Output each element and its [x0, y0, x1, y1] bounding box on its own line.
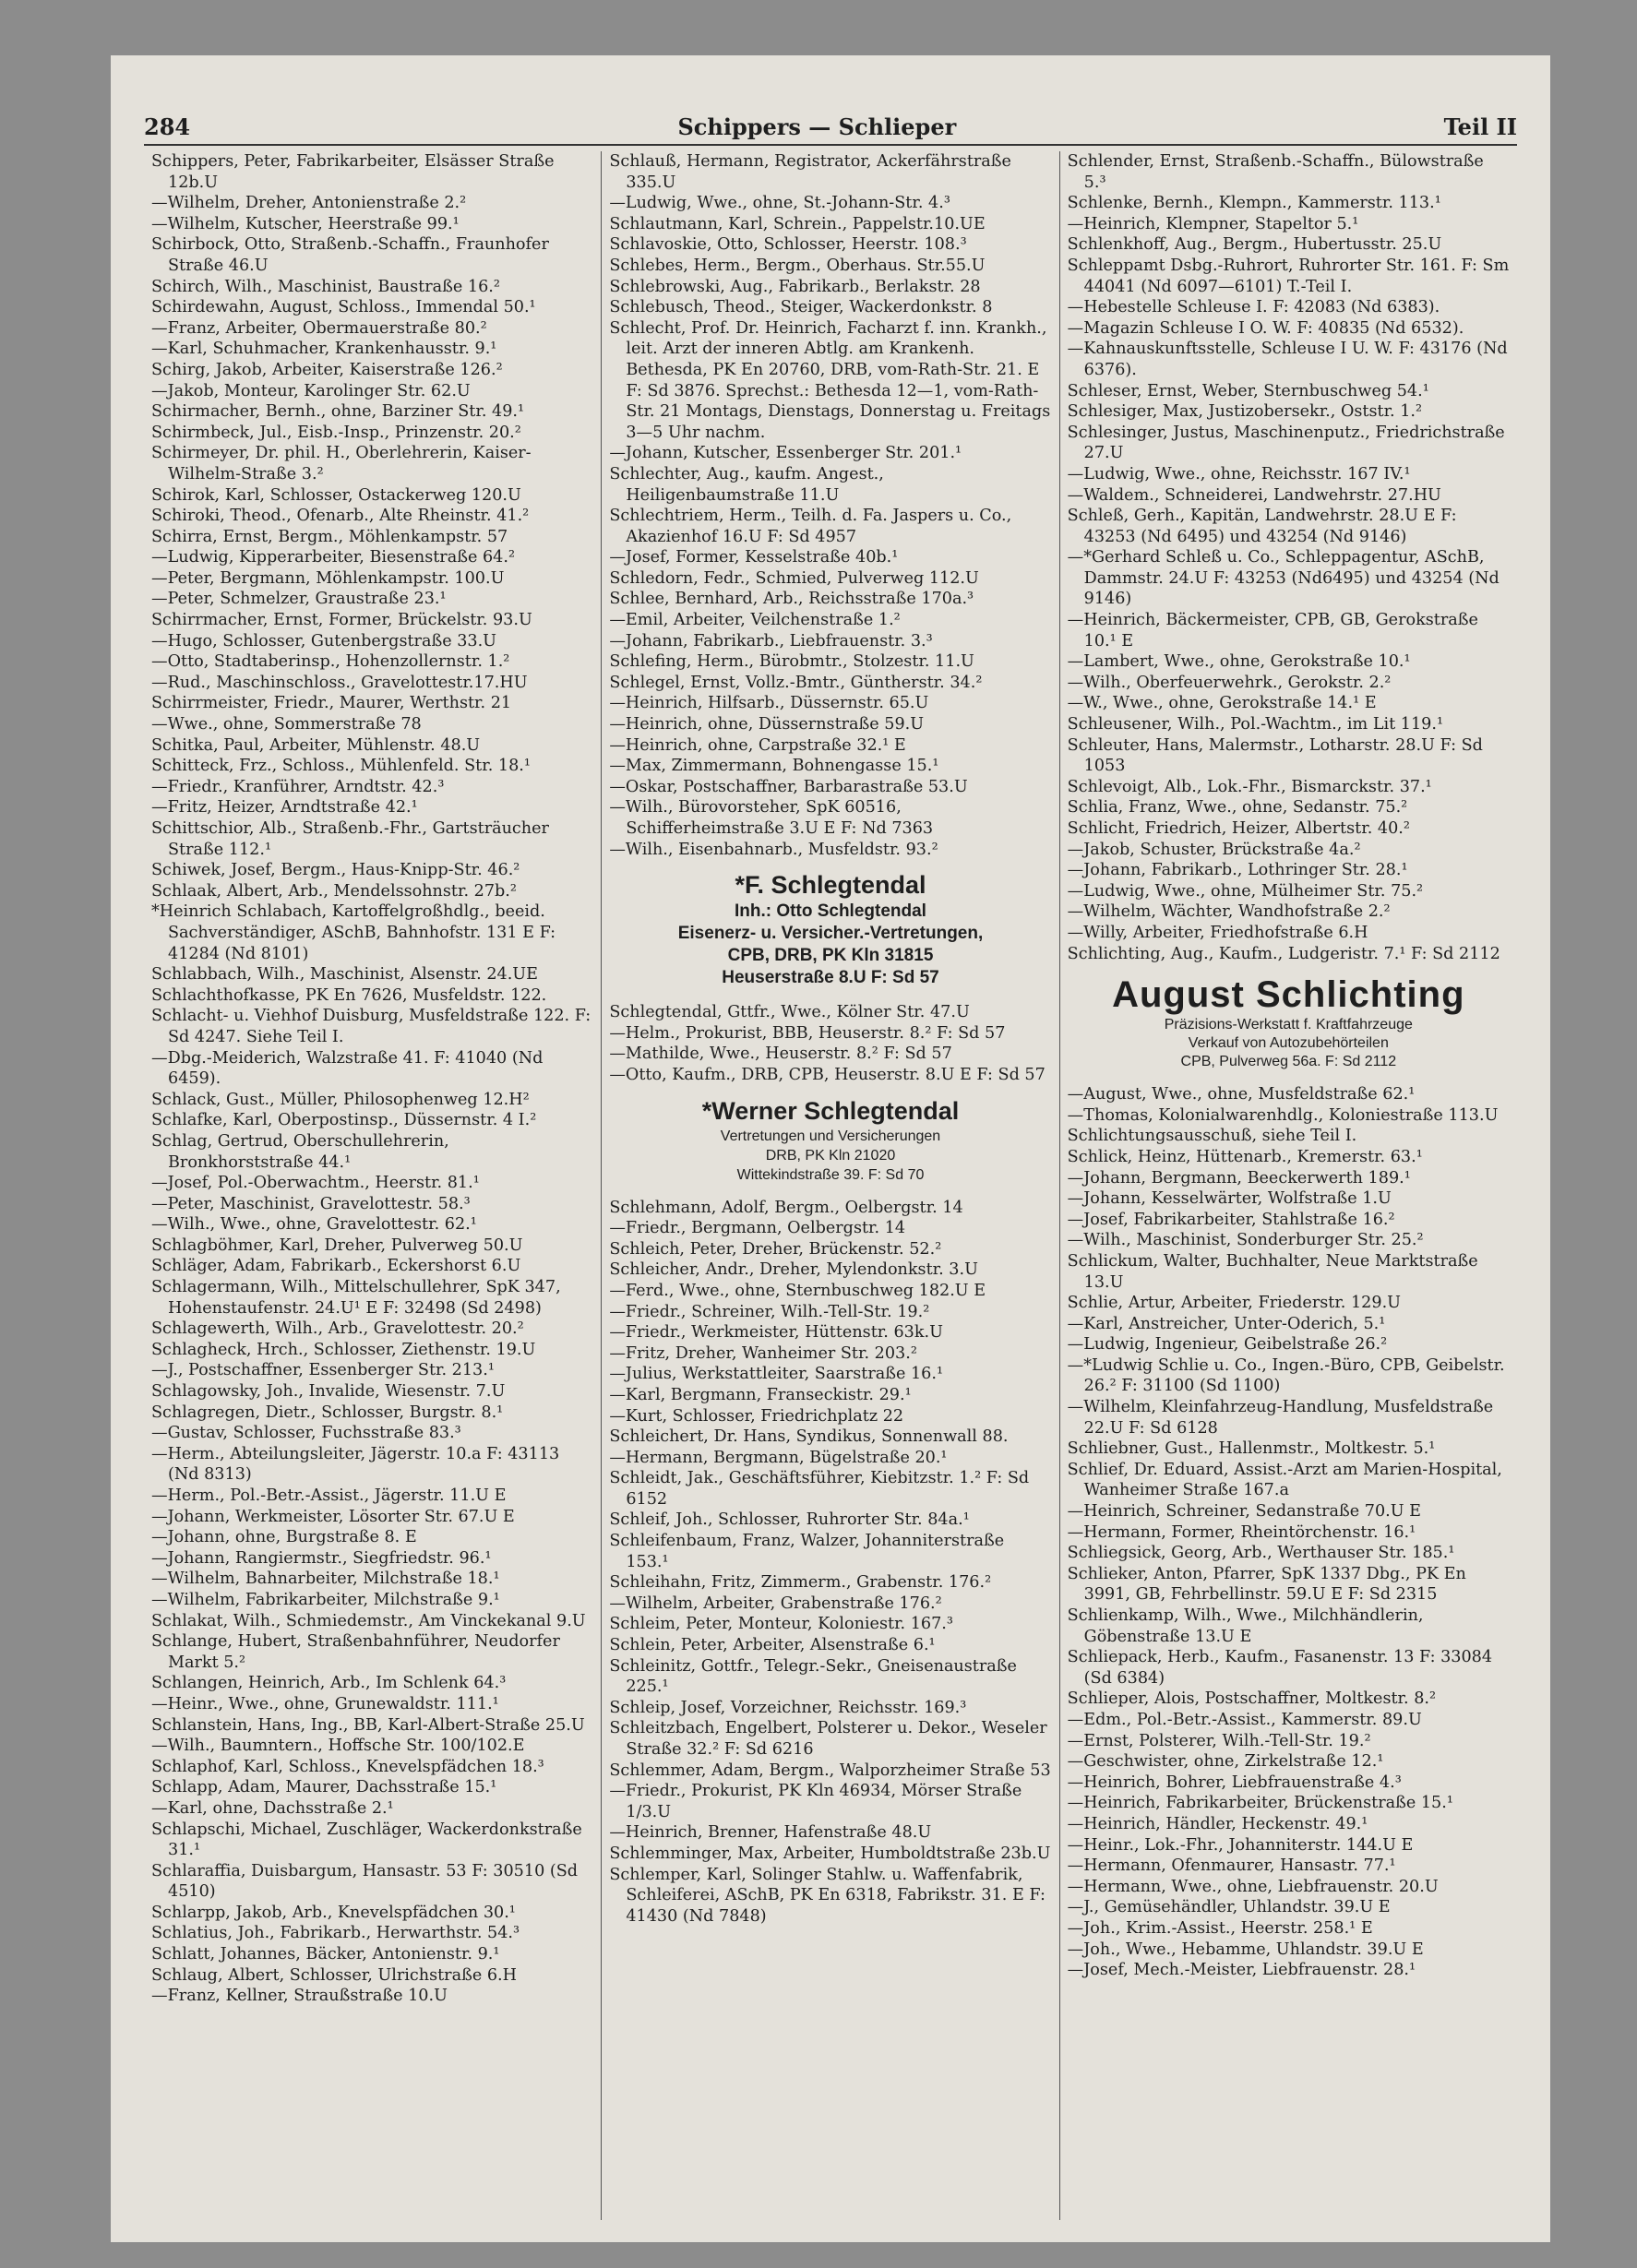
entry-list [609, 151, 1051, 860]
list-item: —Johann, Bergmann, Beeckerwerth 189.¹ [1067, 1168, 1411, 1188]
list-item: —Johann, Kutscher, Essenberger Str. 201.¹ [609, 444, 962, 463]
list-item: —J., Gemüsehändler, Uhlandstr. 39.U E [1067, 1898, 1391, 1917]
list-item: —Edm., Pol.-Betr.-Assist., Kammerstr. 89.U [1067, 1710, 1422, 1729]
list-item: Schlebusch, Theod., Steiger, Wackerdonkstr. 8 [609, 298, 993, 317]
list-item: —Karl, Bergmann, Franseckistr. 29.¹ [609, 1385, 912, 1404]
list-item: —Willy, Arbeiter, Friedhofstraße 6.H [1067, 923, 1368, 942]
list-item: —Josef, Fabrikarbeiter, Stahlstraße 16.² [1067, 1210, 1395, 1229]
list-item: —Hermann, Bergmann, Bügelstraße 20.¹ [609, 1448, 948, 1467]
list-item: —Hermann, Wwe., ohne, Liebfrauenstr. 20.U [1067, 1877, 1439, 1896]
list-item: Schirrmeister, Friedr., Maurer, Werthstr. 21 [151, 694, 512, 713]
column-3 [1060, 151, 1517, 2220]
list-item: Schleuter, Hans, Malermstr., Lotharstr. 28.U F: Sd 1053 [1067, 735, 1483, 776]
page-title: Schippers — Schlieper [677, 113, 957, 140]
list-item: Schlief, Dr. Eduard, Assist.-Arzt am Marien-Hospital, Wanheimer Straße 167.a [1067, 1460, 1502, 1500]
list-item: —Wilhelm, Kleinfahrzeug-Handlung, Musfeldstraße 22.U F: Sd 6128 [1067, 1398, 1494, 1438]
list-item: —Karl, Anstreicher, Unter-Oderich, 5.¹ [1067, 1314, 1386, 1333]
list-item: —Heinrich, Händler, Heckenstr. 49.¹ [1067, 1814, 1368, 1833]
list-item: —August, Wwe., ohne, Musfeldstraße 62.¹ [1067, 1085, 1416, 1104]
list-item: Schlack, Gust., Müller, Philosophenweg 12.H² [151, 1090, 530, 1109]
list-item: —Ludwig, Ingenieur, Geibelstraße 26.² [1067, 1335, 1388, 1355]
list-item: Schlagheck, Hrch., Schlosser, Ziethenstr. 19.U [151, 1340, 536, 1359]
list-item: Schläger, Adam, Fabrikarb., Eckershorst 6.U [151, 1257, 521, 1276]
list-item: —Ferd., Wwe., ohne, Sternbuschweg 182.U E [609, 1281, 986, 1300]
list-item: Schirra, Ernst, Bergm., Möhlenkampstr. 57 [151, 527, 508, 546]
ad-name: *Werner Schlegtendal [701, 1096, 960, 1125]
list-item: Schlie, Artur, Arbeiter, Friederstr. 129.U [1067, 1294, 1401, 1313]
list-item: —Herm., Pol.-Betr.-Assist., Jägerstr. 11.U E [151, 1486, 507, 1505]
list-item: —Heinrich, Bohrer, Liebfrauenstraße 4.³ [1067, 1773, 1402, 1792]
list-item: Schleicher, Andr., Dreher, Mylendonkstr. 3.U [609, 1260, 978, 1280]
list-item: —Johann, Fabrikarb., Lothringer Str. 28.¹ [1067, 861, 1408, 880]
entry-list [609, 1002, 1051, 1085]
list-item: Schlagewerth, Wilh., Arb., Gravelottestr. 20.² [151, 1319, 524, 1339]
list-item: Schlapschi, Michael, Zuschläger, Wackerdonkstraße 31.¹ [151, 1820, 582, 1860]
list-item: —W., Wwe., ohne, Gerokstraße 14.¹ E [1067, 694, 1377, 713]
list-item: —Ludwig, Wwe., ohne, St.-Johann-Str. 4.³ [609, 194, 950, 213]
list-item: Schittschior, Alb., Straßenb.-Fhr., Gartsträucher Straße 112.¹ [151, 819, 549, 859]
list-item: —Hugo, Schlosser, Gutenbergstraße 33.U [151, 631, 497, 651]
list-item: Schlia, Franz, Wwe., ohne, Sedanstr. 75.² [1067, 798, 1408, 818]
list-item: Schlegtendal, Gttfr., Wwe., Kölner Str. 47.U [609, 1003, 970, 1022]
list-item: —Johann, ohne, Burgstraße 8. E [151, 1528, 417, 1547]
list-item: —Otto, Stadtaberinsp., Hohenzollernstr. 1.² [151, 652, 510, 672]
list-item: Schlieker, Anton, Pfarrer, SpK 1337 Dbg., PK En 3991, GB, Fehrbellinstr. 59.U E F: Sd 2315 [1067, 1564, 1466, 1605]
header-rule [144, 144, 1517, 146]
list-item: Schlick, Heinz, Hüttenarb., Kremerstr. 63.¹ [1067, 1147, 1423, 1166]
list-item: Schlenkhoff, Aug., Bergm., Hubertusstr. 25.U [1067, 235, 1442, 255]
list-item: —Helm., Prokurist, BBB, Heuserstr. 8.² F: Sd 57 [609, 1023, 1006, 1043]
list-item: —Heinrich, ohne, Carpstraße 32.¹ E [609, 735, 906, 755]
list-item: —Johann, Fabrikarb., Liebfrauenstr. 3.³ [609, 631, 933, 651]
list-item: Schlechter, Aug., kaufm. Angest., Heiligenbaumstraße 11.U [609, 464, 884, 505]
list-item: —Jakob, Monteur, Karolinger Str. 62.U [151, 381, 471, 400]
ad-name: *F. Schlegtendal [735, 871, 926, 900]
list-item: Schleinitz, Gottfr., Telegr.-Sekr., Gneisenaustraße 225.¹ [609, 1656, 1017, 1697]
list-item: —Hebestelle Schleuse I. F: 42083 (Nd 6383). [1067, 298, 1440, 317]
list-item: —Wilhelm, Wächter, Wandhofstraße 2.² [1067, 902, 1391, 922]
list-item: —Heinr., Lok.-Fhr., Johanniterstr. 144.U E [1067, 1835, 1414, 1855]
column-1 [144, 151, 602, 2220]
page-header [144, 103, 1517, 140]
list-item: Schlevoigt, Alb., Lok.-Fhr., Bismarckstr. 37.¹ [1067, 777, 1432, 796]
ad-line: Vertretungen und Versicherungen [720, 1128, 941, 1144]
list-item: —Friedr., Schreiner, Wilh.-Tell-Str. 19.² [609, 1302, 930, 1321]
list-item: Schirdewahn, August, Schloss., Immendal 50.¹ [151, 298, 536, 317]
list-item: Schlegel, Ernst, Vollz.-Bmtr., Güntherstr. 34.² [609, 673, 983, 692]
ad-name: August Schlichting [1112, 974, 1465, 1016]
list-item: Schlein, Peter, Arbeiter, Alsenstraße 6.¹ [609, 1636, 936, 1655]
list-item: Schlavoskie, Otto, Schlosser, Heerstr. 108.³ [609, 235, 967, 255]
list-item: Schlangen, Heinrich, Arb., Im Schlenk 64.³ [151, 1674, 507, 1693]
list-item: —Gustav, Schlosser, Fuchsstraße 83.³ [151, 1424, 461, 1443]
list-item: —Ludwig, Wwe., ohne, Reichsstr. 167 IV.¹ [1067, 464, 1411, 483]
ad-line: Eisenerz- u. Versicher.-Vertretungen, [677, 924, 984, 944]
list-item: —Karl, ohne, Dachsstraße 2.¹ [151, 1798, 394, 1818]
advertisement-f-schlegtendal [609, 869, 1051, 989]
list-item: Schirch, Wilh., Maschinist, Baustraße 16.² [151, 277, 500, 296]
entry-list [609, 1198, 1051, 1928]
list-item: —Friedr., Prokurist, PK Kln 46934, Mörser Straße 1/3.U [609, 1782, 1022, 1821]
list-item: Schleifenbaum, Franz, Walzer, Johanniterstraße 153.¹ [609, 1532, 1005, 1571]
list-item: Schleusener, Wilh., Pol.-Wachtm., im Lit 119.¹ [1067, 715, 1444, 734]
column-2 [602, 151, 1059, 2220]
list-item: Schirg, Jakob, Arbeiter, Kaiserstraße 126.² [151, 360, 503, 379]
list-item: —Peter, Schmelzer, Graustraße 23.¹ [151, 590, 447, 609]
list-item: Schlienkamp, Wilh., Wwe., Milchhändlerin, Göbenstraße 13.U E [1067, 1606, 1424, 1646]
list-item: —Joh., Krim.-Assist., Heerstr. 258.¹ E [1067, 1918, 1373, 1938]
list-item: Schirrmacher, Ernst, Former, Brückelstr. 93.U [151, 611, 532, 630]
list-item: Schleich, Peter, Dreher, Brückenstr. 52.² [609, 1239, 942, 1259]
list-item: Schlefing, Herm., Bürobmtr., Stolzestr. 11.U [609, 652, 974, 672]
list-item: —Kurt, Schlosser, Friedrichplatz 22 [609, 1406, 904, 1426]
list-item: Schlaraffia, Duisbargum, Hansastr. 53 F: 30510 (Sd 4510) [151, 1861, 579, 1902]
list-item: Schliepack, Herb., Kaufm., Fasanenstr. 13 F: 33084 (Sd 6384) [1067, 1648, 1493, 1688]
list-item: Schlarpp, Jakob, Arb., Knevelspfädchen 30.¹ [151, 1903, 516, 1922]
list-item: Schliegsick, Georg, Arb., Werthauser Str. 185.¹ [1067, 1544, 1455, 1563]
list-item: Schiwek, Josef, Bergm., Haus-Knipp-Str. 46.² [151, 861, 520, 880]
list-item: —Wwe., ohne, Sommerstraße 78 [151, 715, 422, 734]
ad-line: Heuserstraße 8.U F: Sd 57 [722, 968, 939, 988]
list-item: Schirmeyer, Dr. phil. H., Oberlehrerin, Kaiser-Wilhelm-Straße 3.² [151, 444, 532, 483]
entry-list [151, 151, 593, 2007]
list-item: —Josef, Mech.-Meister, Liebfrauenstr. 28.¹ [1067, 1961, 1416, 1980]
ad-line: CPB, Pulverweg 56a. F: Sd 2112 [1180, 1054, 1397, 1070]
list-item: —Wilh., Oberfeuerwehrk., Gerokstr. 2.² [1067, 673, 1392, 692]
list-item: —Joh., Wwe., Hebamme, Uhlandstr. 39.U E [1067, 1940, 1424, 1959]
list-item: —Franz, Kellner, Straußstraße 10.U [151, 1987, 448, 2006]
list-item: —Oskar, Postschaffner, Barbarastraße 53.U [609, 777, 968, 796]
list-item: —Herm., Abteilungsleiter, Jägerstr. 10.a F: 43113 (Nd 8313) [151, 1444, 560, 1485]
list-item: —Friedr., Kranführer, Arndtstr. 42.³ [151, 777, 445, 796]
list-item: —Johann, Rangiermstr., Siegfriedstr. 96.¹ [151, 1548, 492, 1568]
list-item: —Ludwig, Kipperarbeiter, Biesenstraße 64.² [151, 548, 515, 567]
list-item: —Josef, Former, Kesselstraße 40b.¹ [609, 548, 899, 567]
list-item: —Kahnauskunftsstelle, Schleuse I U. W. F: 43176 (Nd 6376). [1067, 340, 1508, 379]
list-item: —Friedr., Bergmann, Oelbergstr. 14 [609, 1219, 906, 1238]
list-item: Schlickum, Walter, Buchhalter, Neue Marktstraße 13.U [1067, 1251, 1478, 1292]
list-item: —*Ludwig Schlie u. Co., Ingen.-Büro, CPB, Geibelstr. 26.² F: 31100 (Sd 1100) [1067, 1355, 1505, 1396]
list-item: —Johann, Kesselwärter, Wolfstraße 1.U [1067, 1189, 1392, 1209]
list-item: Schlauß, Hermann, Registrator, Ackerfährstraße 335.U [609, 152, 1011, 192]
list-item: Schlanstein, Hans, Ing., BB, Karl-Albert-Straße 25.U [151, 1715, 585, 1735]
list-item: Schleif, Joh., Schlosser, Ruhrorter Str. 84a.¹ [609, 1510, 970, 1530]
advertisement-august-schlichting [1068, 973, 1510, 1071]
list-item: —Heinrich, Bäckermeister, CPB, GB, Gerokstraße 10.¹ E [1067, 611, 1478, 651]
list-item: Schlemmer, Adam, Bergm., Walporzheimer Straße 53 [609, 1761, 1051, 1780]
list-item: —Wilh., Bürovorsteher, SpK 60516, Schifferheimstraße 3.U E F: Nd 7363 [609, 798, 934, 838]
list-item: Schlebrowski, Aug., Fabrikarb., Berlakstr. 28 [609, 277, 981, 296]
list-item: Schleim, Peter, Monteur, Koloniestr. 167.³ [609, 1615, 953, 1634]
list-item: Schlacht- u. Viehhof Duisburg, Musfeldstraße 122. F: Sd 4247. Siehe Teil I. [151, 1007, 591, 1046]
list-item: —Karl, Schuhmacher, Krankenhausstr. 9.¹ [151, 340, 497, 359]
list-item: —Emil, Arbeiter, Veilchenstraße 1.² [609, 611, 901, 630]
list-item: —Wilhelm, Dreher, Antonienstraße 2.² [151, 194, 467, 213]
list-item: Schlagregen, Dietr., Schlosser, Burgstr. 8.¹ [151, 1403, 504, 1422]
ad-line: CPB, DRB, PK Kln 31815 [727, 946, 934, 966]
list-item: —Max, Zimmermann, Bohnengasse 15.¹ [609, 757, 939, 776]
list-item: —Wilhelm, Fabrikarbeiter, Milchstraße 9.¹ [151, 1590, 500, 1609]
list-item: Schlagböhmer, Karl, Dreher, Pulverweg 50.U [151, 1235, 523, 1255]
list-item: Schleip, Josef, Vorzeichner, Reichsstr. 169.³ [609, 1698, 967, 1717]
list-item: —Heinr., Wwe., ohne, Grunewaldstr. 111.¹ [151, 1694, 499, 1713]
page-number: 284 [144, 113, 191, 140]
list-item: —Heinrich, Hilfsarb., Düssernstr. 65.U [609, 694, 929, 713]
list-item: —Fritz, Dreher, Wanheimer Str. 203.² [609, 1343, 917, 1363]
list-item: Schippers, Peter, Fabrikarbeiter, Elsässer Straße 12b.U [151, 152, 555, 192]
list-item: Schleser, Ernst, Weber, Sternbuschweg 54.¹ [1067, 381, 1429, 400]
list-item: Schlesinger, Justus, Maschinenputz., Friedrichstraße 27.U [1067, 423, 1505, 463]
entry-list [1068, 1084, 1510, 1981]
list-item: Schlesiger, Max, Justizobersekr., Oststr. 1.² [1067, 402, 1423, 422]
list-item: Schlebes, Herm., Bergm., Oberhaus. Str.55.U [609, 256, 986, 275]
list-item: —Dbg.-Meiderich, Walzstraße 41. F: 41040 (Nd 6459). [151, 1048, 544, 1089]
list-item: —Hermann, Ofenmaurer, Hansastr. 77.¹ [1067, 1856, 1396, 1876]
list-item: —Thomas, Kolonialwarenhdlg., Koloniestraße 113.U [1067, 1105, 1499, 1125]
list-item: Schleichert, Dr. Hans, Syndikus, Sonnenwall 88. [609, 1427, 1009, 1447]
list-item: Schlagowsky, Joh., Invalide, Wiesenstr. 7.U [151, 1382, 506, 1402]
list-item: —Heinrich, Fabrikarbeiter, Brückenstraße 15.¹ [1067, 1794, 1453, 1813]
list-item: Schirmbeck, Jul., Eisb.-Insp., Prinzenstr. 20.² [151, 423, 521, 442]
list-item: —Wilh., Eisenbahnarb., Musfeldstr. 93.² [609, 840, 938, 859]
list-item: Schlachthofkasse, PK En 7626, Musfeldstr. 122. [151, 985, 547, 1005]
list-item: Schlehmann, Adolf, Bergm., Oelbergstr. 14 [609, 1198, 963, 1217]
list-item: —Heinrich, Brenner, Hafenstraße 48.U [609, 1823, 932, 1843]
list-item: —J., Postschaffner, Essenberger Str. 213.¹ [151, 1361, 495, 1380]
list-item: Schlabbach, Wilh., Maschinist, Alsenstr. 24.UE [151, 965, 538, 985]
ad-line: Präzisions-Werkstatt f. Kraftfahrzeuge [1164, 1017, 1413, 1033]
list-item: —Otto, Kaufm., DRB, CPB, Heuserstr. 8.U E F: Sd 57 [609, 1065, 1046, 1084]
list-item: —Ernst, Polsterer, Wilh.-Tell-Str. 19.² [1067, 1731, 1371, 1750]
list-item: —Wilh., Wwe., ohne, Gravelottestr. 62.¹ [151, 1215, 477, 1235]
list-item: Schlender, Ernst, Straßenb.-Schaffn., Bülowstraße 5.³ [1067, 152, 1484, 192]
list-item: Schleß, Gerh., Kapitän, Landwehrstr. 28.U E F: 43253 (Nd 6495) und 43254 (Nd 9146) [1067, 507, 1457, 546]
list-item: *Heinrich Schlabach, Kartoffelgroßhdlg., beeid. Sachverständiger, ASchB, Bahnhofstr. 131 E F: 41284 (Nd 8101) [151, 902, 556, 963]
list-item: —Julius, Werkstattleiter, Saarstraße 16.¹ [609, 1365, 944, 1384]
list-item: Schlechtriem, Herm., Teilh. d. Fa. Jaspers u. Co., Akazienhof 16.U F: Sd 4957 [609, 507, 1012, 546]
list-item: Schlautmann, Karl, Schrein., Pappelstr.10.UE [609, 214, 986, 233]
list-item: Schlichtungsausschuß, siehe Teil I. [1067, 1127, 1357, 1146]
list-item: —Heinrich, ohne, Düssernstraße 59.U [609, 715, 925, 734]
list-item: —Lambert, Wwe., ohne, Gerokstraße 10.¹ [1067, 652, 1411, 672]
list-item: Schlieper, Alois, Postschaffner, Moltkestr. 8.² [1067, 1689, 1437, 1709]
list-item: Schlakat, Wilh., Schmiedemstr., Am Vinckekanal 9.U [151, 1611, 586, 1630]
list-item: Schlichting, Aug., Kaufm., Ludgeristr. 7.¹ F: Sd 2112 [1067, 944, 1500, 963]
columns [144, 151, 1517, 2220]
list-item: Schlaug, Albert, Schlosser, Ulrichstraße 6.H [151, 1965, 517, 1985]
list-item: —Heinrich, Schreiner, Sedanstraße 70.U E [1067, 1502, 1422, 1522]
list-item: Schlaak, Albert, Arb., Mendelssohnstr. 27b.² [151, 881, 517, 901]
list-item: —Hermann, Former, Rheintörchenstr. 16.¹ [1067, 1522, 1416, 1542]
list-item: Schliebner, Gust., Hallenmstr., Moltkestr. 5.¹ [1067, 1439, 1436, 1459]
list-item: Schlapp, Adam, Maurer, Dachsstraße 15.¹ [151, 1778, 497, 1797]
advertisement-werner-schlegtendal [609, 1095, 1051, 1185]
list-item: Schlee, Bernhard, Arb., Reichsstraße 170a.³ [609, 590, 974, 609]
list-item: —Franz, Arbeiter, Obermauerstraße 80.² [151, 318, 487, 338]
list-item: —Wilh., Baumntern., Hoffsche Str. 100/102.E [151, 1737, 525, 1756]
list-item: —Peter, Maschinist, Gravelottestr. 58.³ [151, 1194, 471, 1213]
list-item: —Wilhelm, Bahnarbeiter, Milchstraße 18.¹ [151, 1570, 500, 1589]
list-item: Schitteck, Frz., Schloss., Mühlenfeld. Str. 18.¹ [151, 757, 531, 776]
list-item: —Heinrich, Klempner, Stapeltor 5.¹ [1067, 214, 1359, 233]
list-item: Schlafke, Karl, Oberpostinsp., Düssernstr. 4 I.² [151, 1111, 537, 1130]
list-item: —Waldem., Schneiderei, Landwehrstr. 27.HU [1067, 485, 1441, 505]
list-item: —Wilh., Maschinist, Sonderburger Str. 25.² [1067, 1231, 1424, 1250]
list-item: Schlaphof, Karl, Schloss., Knevelspfädchen 18.³ [151, 1757, 544, 1776]
list-item: —Johann, Werkmeister, Lösorter Str. 67.U E [151, 1507, 515, 1526]
list-item: —Mathilde, Wwe., Heuserstr. 8.² F: Sd 57 [609, 1044, 952, 1064]
list-item: Schledorn, Fedr., Schmied, Pulverweg 112.U [609, 568, 979, 588]
list-item: Schlatt, Johannes, Bäcker, Antonienstr. 9.¹ [151, 1945, 500, 1964]
list-item: Schlemper, Karl, Solinger Stahlw. u. Waffenfabrik, Schleiferei, ASchB, PK En 6318, Fabrikstr. 31. E F: 41430 (Nd 7848) [609, 1865, 1046, 1926]
part-label: Teil II [1443, 113, 1517, 140]
ad-line: Verkauf von Autozubehörteilen [1188, 1035, 1389, 1052]
list-item: Schlag, Gertrud, Oberschullehrerin, Bronkhorststraße 44.¹ [151, 1131, 449, 1172]
list-item: —Wilhelm, Arbeiter, Grabenstraße 176.² [609, 1594, 942, 1613]
list-item: —Rud., Maschinschloss., Gravelottestr.17.HU [151, 673, 528, 692]
ad-line: Inh.: Otto Schlegtendal [735, 901, 926, 922]
list-item: Schiroki, Theod., Ofenarb., Alte Rheinstr. 41.² [151, 507, 530, 526]
list-item: Schirbock, Otto, Straßenb.-Schaffn., Fraunhofer Straße 46.U [151, 235, 549, 275]
entry-list [1068, 151, 1510, 964]
list-item: —Magazin Schleuse I O. W. F: 40835 (Nd 6532). [1067, 318, 1464, 338]
ad-line: Wittekindstraße 39. F: Sd 70 [736, 1166, 925, 1183]
list-item: Schlatius, Joh., Fabrikarb., Herwarthstr. 54.³ [151, 1924, 520, 1943]
list-item: Schirmacher, Bernh., ohne, Barziner Str. 49.¹ [151, 402, 525, 422]
list-item: Schlange, Hubert, Straßenbahnführer, Neudorfer Markt 5.² [151, 1632, 560, 1672]
list-item: —Fritz, Heizer, Arndtstraße 42.¹ [151, 798, 418, 818]
list-item: Schleihahn, Fritz, Zimmerm., Grabenstr. 176.² [609, 1573, 992, 1593]
list-item: —Jakob, Schuster, Brückstraße 4a.² [1067, 840, 1361, 859]
list-item: —*Gerhard Schleß u. Co., Schleppagentur, ASchB, Dammstr. 24.U F: 43253 (Nd6495) und 43254 (Nd 9146) [1067, 548, 1500, 609]
list-item: Schleitzbach, Engelbert, Polsterer u. Dekor., Weseler Straße 32.² F: Sd 6216 [609, 1719, 1047, 1759]
list-item: Schlenke, Bernh., Klempn., Kammerstr. 113.¹ [1067, 194, 1441, 213]
list-item: Schlagermann, Wilh., Mittelschullehrer, SpK 347, Hohenstaufenstr. 24.U¹ E F: 32498 (Sd 2498) [151, 1278, 561, 1318]
list-item: —Ludwig, Wwe., ohne, Mülheimer Str. 75.² [1067, 881, 1424, 901]
list-item: Schlecht, Prof. Dr. Heinrich, Facharzt f. inn. Krankh., leit. Arzt der inneren Abtlg. am Krankenh. Bethesda, PK En 20760, DRB, vom-Rath-Str. 21. E F: Sd 3876. Sprechst.: Bethesda 12—1, vom-Rath-Str. 21 Montags, Dienstags, Donnerstag u. Freitags 3—5 Uhr nachm. [609, 318, 1051, 442]
list-item: Schirok, Karl, Schlosser, Ostackerweg 120.U [151, 485, 521, 505]
list-item: Schleidt, Jak., Geschäftsführer, Kiebitzstr. 1.² F: Sd 6152 [609, 1469, 1030, 1509]
directory-page [111, 55, 1550, 2242]
list-item: —Friedr., Werkmeister, Hüttenstr. 63k.U [609, 1323, 943, 1343]
list-item: —Peter, Bergmann, Möhlenkampstr. 100.U [151, 568, 505, 588]
list-item: —Josef, Pol.-Oberwachtm., Heerstr. 81.¹ [151, 1174, 480, 1193]
list-item: Schlicht, Friedrich, Heizer, Albertstr. 40.² [1067, 819, 1410, 838]
ad-line: DRB, PK Kln 21020 [765, 1147, 896, 1164]
list-item: —Wilhelm, Kutscher, Heerstraße 99.¹ [151, 214, 460, 233]
list-item: Schleppamt Dsbg.-Ruhrort, Ruhrorter Str. 161. F: Sm 44041 (Nd 6097—6101) T.-Teil I. [1067, 256, 1510, 296]
list-item: Schitka, Paul, Arbeiter, Mühlenstr. 48.U [151, 735, 481, 755]
list-item: Schlemminger, Max, Arbeiter, Humboldtstraße 23b.U [609, 1844, 1051, 1863]
list-item: —Geschwister, ohne, Zirkelstraße 12.¹ [1067, 1752, 1384, 1772]
